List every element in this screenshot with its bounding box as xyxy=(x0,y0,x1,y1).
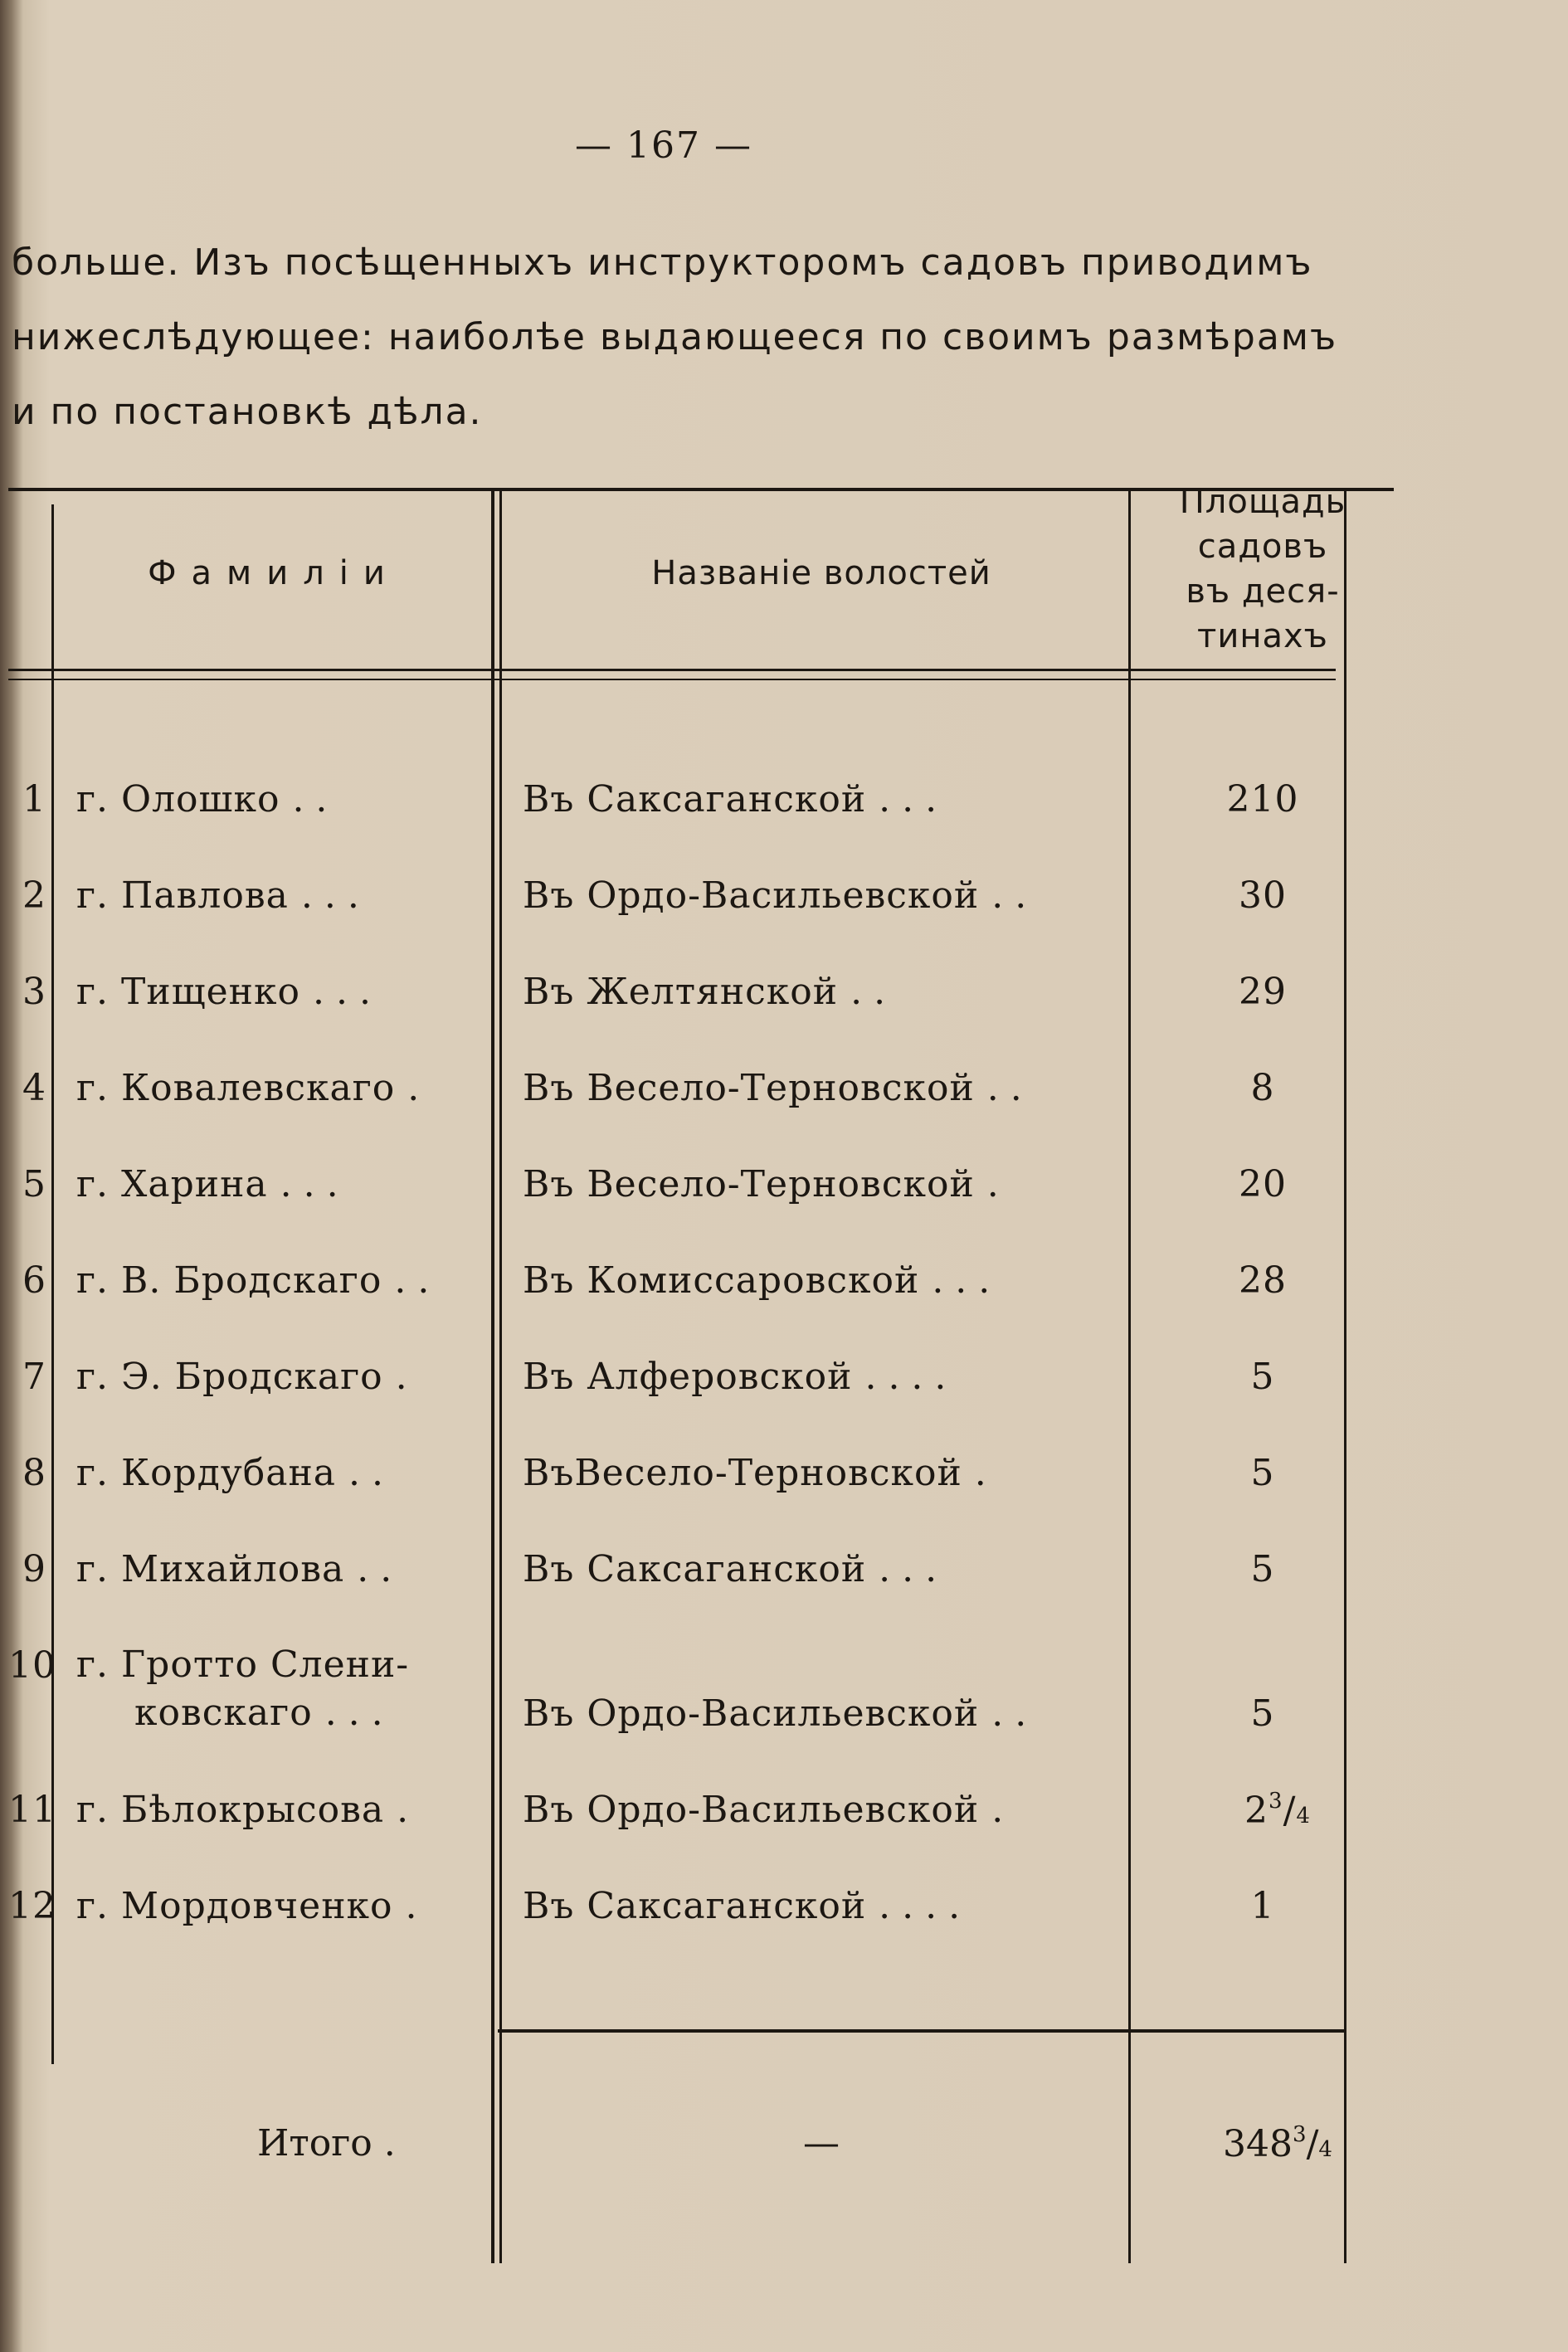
name-line: ковскаго xyxy=(134,1692,313,1734)
volost-name xyxy=(523,1067,1120,1109)
header-area-line: садовъ xyxy=(1197,528,1328,566)
volost-name xyxy=(523,1692,1120,1735)
total-area-frac-num: 3 xyxy=(1293,2122,1307,2147)
leader-dots: . xyxy=(986,1163,1010,1205)
table-row xyxy=(8,1452,1394,1543)
family-name xyxy=(76,1548,475,1590)
family-name xyxy=(76,1067,475,1109)
area-value: 30 xyxy=(1239,874,1287,917)
leader-dots: .. xyxy=(991,874,1039,917)
leader-dots: ... xyxy=(324,1692,395,1734)
leader-dots: . xyxy=(405,1885,429,1927)
volost-text: Въ Саксаганской xyxy=(523,1885,867,1927)
volost-name xyxy=(523,778,1120,821)
row-number: 9 xyxy=(22,1548,46,1590)
family-name xyxy=(76,1885,475,1927)
leader-dots: .... xyxy=(864,1356,958,1398)
volost-text: Въ Саксаганской xyxy=(523,778,867,821)
row-number: 11 xyxy=(8,1789,56,1831)
leader-dots: .. xyxy=(292,778,339,821)
family-name xyxy=(76,778,475,821)
name-text: г. Михайлова xyxy=(76,1548,345,1590)
name-text: г. Бѣлокрысова xyxy=(76,1789,385,1831)
family-name xyxy=(76,874,475,917)
area-frac-den: 4 xyxy=(1296,1804,1311,1829)
gardens-table xyxy=(8,471,1394,2272)
table-row xyxy=(8,1644,1394,1785)
leader-dots: . xyxy=(383,2122,396,2165)
total-volost: — xyxy=(803,2122,840,2165)
leader-dots: .. xyxy=(991,1692,1039,1735)
leader-dots: ... xyxy=(300,874,371,917)
volost-name xyxy=(523,1259,1120,1302)
name-text: г. Э. Бродскаго xyxy=(76,1356,383,1398)
leader-dots: .. xyxy=(348,1452,395,1494)
volost-text: Въ Саксаганской xyxy=(523,1548,867,1590)
row-number: 5 xyxy=(22,1163,46,1205)
table-row xyxy=(8,1789,1394,1880)
area-value: 5 xyxy=(1250,1452,1275,1494)
family-name xyxy=(76,1356,475,1398)
volost-name xyxy=(523,1885,1120,1927)
leader-dots: .. xyxy=(357,1548,404,1590)
name-line-wrap xyxy=(76,1689,475,1737)
name-line: г. Гротто Слени- xyxy=(76,1643,410,1686)
row-number: 8 xyxy=(22,1452,46,1494)
leader-dots: . xyxy=(991,1789,1015,1831)
table-row xyxy=(8,971,1394,1062)
total-area xyxy=(1170,2122,1385,2165)
family-name xyxy=(76,1641,475,1737)
family-name xyxy=(76,1789,475,1831)
volost-text: Въ Весело-Терновской xyxy=(523,1163,975,1205)
area-value: 8 xyxy=(1250,1067,1275,1109)
volost-text: Въ Ордо-Васильевской xyxy=(523,1692,980,1735)
header-bottom-rule-2 xyxy=(8,679,1336,680)
intro-line: и по постановкѣ дѣла. xyxy=(12,391,483,433)
table-row xyxy=(8,1163,1394,1254)
name-text: г. Олошко xyxy=(76,778,280,821)
volost-name xyxy=(523,971,1120,1013)
volost-text: Въ Комиссаровской xyxy=(523,1259,920,1302)
row-number: 3 xyxy=(22,971,46,1013)
volost-name xyxy=(523,874,1120,917)
table-row xyxy=(8,874,1394,966)
total-area-whole: 348 xyxy=(1223,2123,1293,2165)
volost-text: Въ Весело-Терновской xyxy=(523,1067,975,1109)
total-area-frac-den: 4 xyxy=(1318,2137,1332,2162)
volost-name xyxy=(523,1548,1120,1590)
name-text: г. Харина xyxy=(76,1163,268,1205)
volost-text: Въ Алферовской xyxy=(523,1356,853,1398)
volost-text: Въ Желтянской xyxy=(523,971,839,1013)
area-value: 1 xyxy=(1250,1885,1275,1927)
family-name xyxy=(76,971,475,1013)
area-value: 210 xyxy=(1226,778,1299,821)
row-number: 2 xyxy=(22,874,46,917)
header-family: Фамиліи xyxy=(148,554,400,592)
row-number: 4 xyxy=(22,1067,46,1109)
name-text: г. Павлова xyxy=(76,874,289,917)
volost-name xyxy=(523,1452,1120,1494)
leader-dots: . xyxy=(397,1789,421,1831)
area-value: 5 xyxy=(1250,1548,1275,1590)
row-number: 7 xyxy=(22,1356,46,1398)
leader-dots: ... xyxy=(280,1163,350,1205)
area-frac-num: 3 xyxy=(1269,1789,1283,1814)
total-label xyxy=(257,2122,396,2165)
family-name xyxy=(76,1259,475,1302)
family-name xyxy=(76,1163,475,1205)
header-area-line: тинахъ xyxy=(1197,617,1328,655)
header-area xyxy=(1138,480,1387,659)
area-value: 5 xyxy=(1250,1356,1275,1398)
leader-dots: . xyxy=(395,1356,419,1398)
area-value xyxy=(1170,1789,1385,1832)
table-row xyxy=(8,1067,1394,1158)
frac-slash: / xyxy=(1283,1790,1297,1832)
name-text: г. Мордовченко xyxy=(76,1885,393,1927)
table-row xyxy=(8,1885,1394,1976)
row-number: 12 xyxy=(8,1885,56,1927)
row-number: 10 xyxy=(8,1644,56,1687)
name-text: г. Ковалевскаго xyxy=(76,1067,396,1109)
area-value: 28 xyxy=(1239,1259,1287,1302)
volost-name xyxy=(523,1789,1120,1831)
volost-name xyxy=(523,1356,1120,1398)
name-text: г. Кордубана xyxy=(76,1452,336,1494)
leader-dots: ... xyxy=(312,971,382,1013)
header-bottom-rule xyxy=(8,669,1336,671)
row-number: 6 xyxy=(22,1259,46,1302)
intro-line: нижеслѣдующее: наиболѣе выдающееся по своимъ размѣрамъ xyxy=(12,316,1338,358)
header-volost: Названіе волостей xyxy=(651,554,991,592)
intro-line: больше. Изъ посѣщенныхъ инструкторомъ садовъ приводимъ xyxy=(12,241,1313,284)
leader-dots: ... xyxy=(879,1548,949,1590)
table-row xyxy=(8,1548,1394,1639)
page-number: — 167 — xyxy=(575,124,752,167)
volost-name xyxy=(523,1163,1120,1205)
row-number: 1 xyxy=(22,778,46,821)
volost-text: Въ Ордо-Васильевской xyxy=(523,874,980,917)
leader-dots: .. xyxy=(850,971,898,1013)
area-value: 29 xyxy=(1239,971,1287,1013)
frac-slash: / xyxy=(1306,2123,1319,2165)
leader-dots: .. xyxy=(394,1259,441,1302)
leader-dots: ... xyxy=(879,778,949,821)
name-text: г. В. Бродскаго xyxy=(76,1259,382,1302)
area-value: 20 xyxy=(1239,1163,1287,1205)
intro-paragraph xyxy=(12,226,1347,450)
leader-dots: .... xyxy=(879,1885,972,1927)
table-row xyxy=(8,1259,1394,1351)
family-name xyxy=(76,1452,475,1494)
table-row xyxy=(8,1356,1394,1447)
header-area-line: Площадь xyxy=(1179,483,1346,521)
body-bottom-rule xyxy=(498,2029,1344,2033)
leader-dots: ... xyxy=(932,1259,1002,1302)
leader-dots: . xyxy=(974,1452,998,1494)
volost-text: Въ Ордо-Васильевской xyxy=(523,1789,980,1831)
area-value: 5 xyxy=(1250,1692,1275,1735)
table-row xyxy=(8,778,1394,869)
leader-dots: . xyxy=(407,1067,431,1109)
header-area-line: въ деся- xyxy=(1186,572,1340,611)
volost-text: ВъВесело-Терновской xyxy=(523,1452,962,1494)
name-text: г. Тищенко xyxy=(76,971,300,1013)
total-label-text: Итого xyxy=(257,2122,373,2165)
area-whole: 2 xyxy=(1244,1790,1269,1832)
leader-dots: .. xyxy=(986,1067,1034,1109)
